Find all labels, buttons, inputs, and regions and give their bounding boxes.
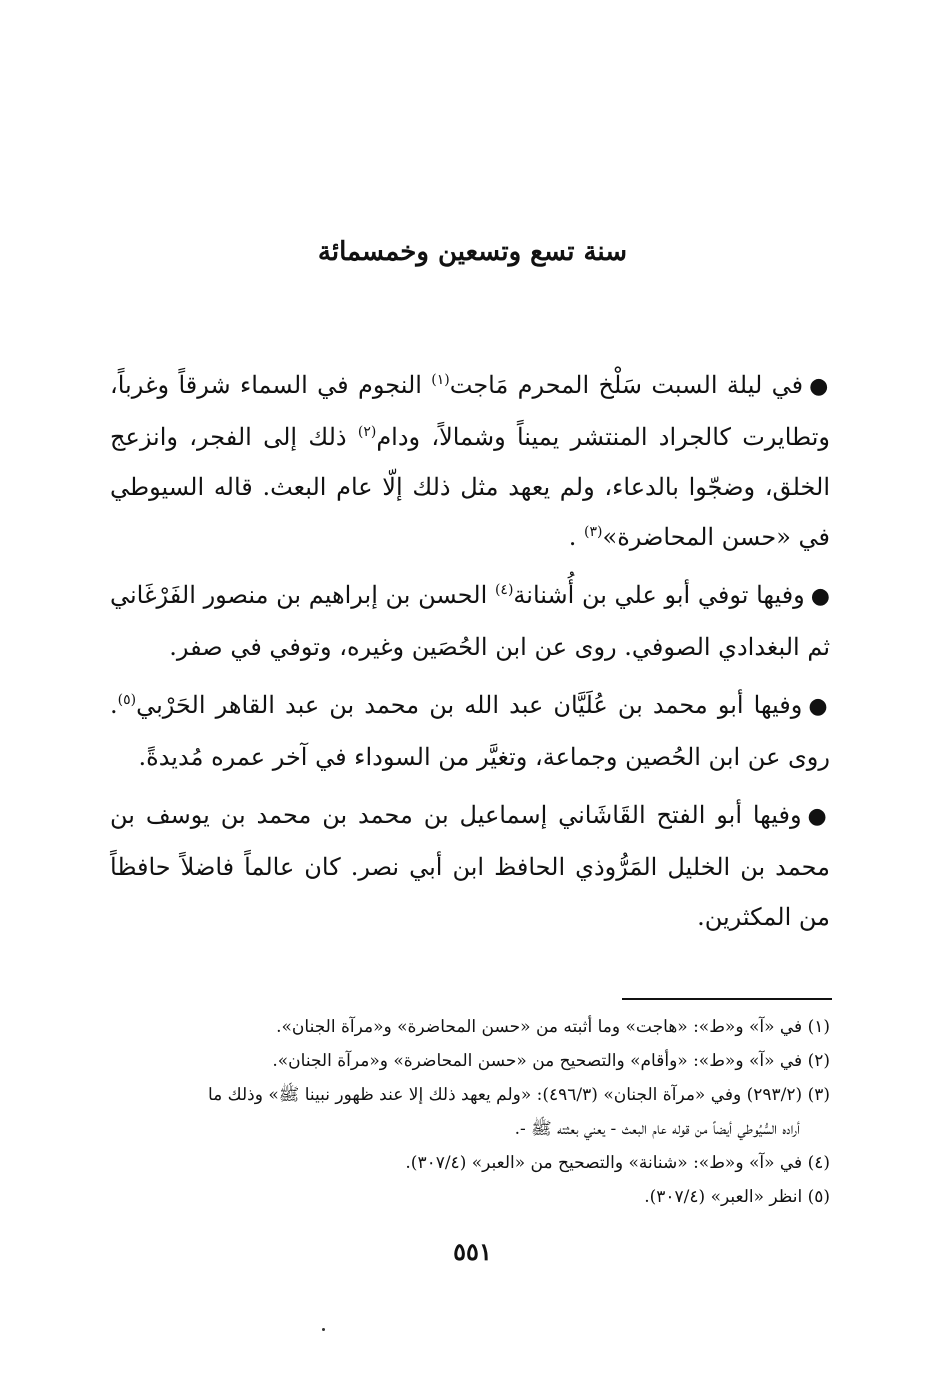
footnote-2: (٢) في «آ» و«ط»: «وأقام» والتصحيح من «حسن المحاضرة» و«مرآة الجنان». [272,1051,830,1071]
footnotes [110,1010,830,1214]
footnote-ref: (٥) [117,692,137,708]
footnote-ref: (٣) [584,524,603,540]
entry-2 [110,570,830,672]
main-text [110,360,830,950]
bullet-icon: ● [807,804,830,829]
entry-text: النجوم في السماء شرقاً وغرباً، وتطايرت كالجراد المنتشر يميناً وشمالاً، ودام [110,371,830,451]
footnote-separator [622,998,832,1000]
bullet-icon: ● [808,694,830,719]
footnote-ref: (١) [431,372,450,388]
entry-text: وفيها توفي أبو علي بن أُشنانة [513,581,805,609]
entry-1 [110,360,830,562]
entry-text: ذلك إلى الفجر، وانزعج الخلق، وضجّوا بالدعاء، ولم يعهد مثل ذلك إلّا عام البعث. قاله السيوطي في «حسن المحاضرة» [110,423,830,551]
entry-3 [110,680,830,782]
footnote-3-continuation: أراده السُّيُوطي أيضاً من قوله عام البعث - يعني بعثته ﷺ -. [514,1119,800,1139]
bullet-icon: ● [809,374,830,399]
bullet-icon: ● [810,584,830,609]
footnote-1: (١) في «آ» و«ط»: «هاجت» وما أثبته من «حسن المحاضرة» و«مرآة الجنان». [276,1017,830,1037]
page-number: ٥٥١ [453,1237,492,1266]
entry-text: وفيها أبو محمد بن عُلَيَّان عبد الله بن محمد بن عبد القاهر الحَرْبي [136,691,803,719]
entry-text: الحسن بن إبراهيم بن منصور الفَرْغَاني ثم البغدادي الصوفي. روى عن ابن الحُصَين وغيره، وتوفي في صفر. [110,581,830,661]
footnote-ref: (٤) [494,582,514,598]
footnote-3: (٣) (٢٩٣/٢) وفي «مرآة الجنان» (٤٩٦/٣): «ولم يعهد ذلك إلا عند ظهور نبينا ﷺ» وذلك ما [207,1085,830,1105]
entry-text: في ليلة السبت سَلْخ المحرم مَاجت [449,371,804,399]
footnote-ref: (٢) [357,424,377,440]
entry-text: . [568,523,585,551]
chapter-title: سنة تسع وتسعين وخمسمائة [317,237,628,267]
entry-text: . روى عن ابن الحُصين وجماعة، وتغيَّر من السوداء في آخر عمره مُديدةً. [110,691,830,771]
scan-speck [322,1328,325,1331]
footnote-5: (٥) انظر «العبر» (٣٠٧/٤). [644,1187,830,1207]
footnote-4: (٤) في «آ» و«ط»: «شنانة» والتصحيح من «العبر» (٣٠٧/٤). [405,1153,830,1173]
entry-4 [110,790,830,942]
entry-text: وفيها أبو الفتح القَاشَاني إسماعيل بن محمد بن محمد بن يوسف بن محمد بن الخليل المَرُّوذي الحافظ ابن أبي نصر. كان عالماً فاضلاً حافظاً من المكثرين. [110,801,831,931]
